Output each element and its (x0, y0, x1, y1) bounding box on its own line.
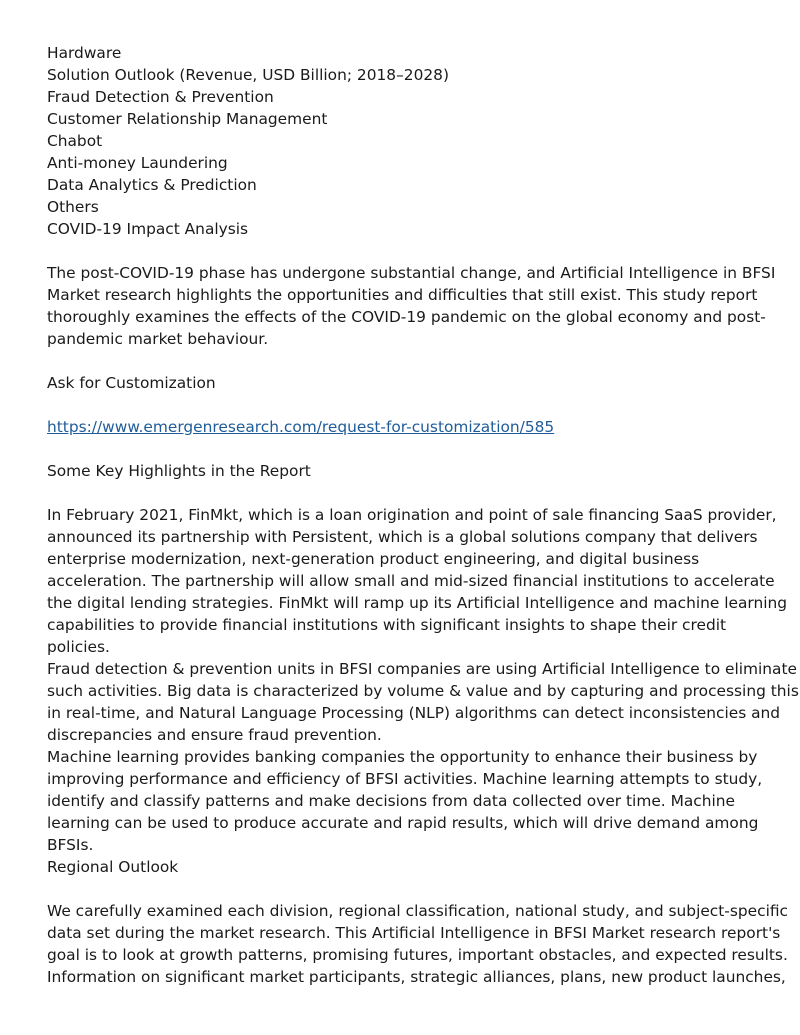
regional-heading: Regional Outlook (47, 858, 179, 876)
spacer (47, 240, 770, 262)
paragraph-line: discrepancies and ensure fraud prevention. (47, 726, 382, 744)
paragraph-line: enterprise modernization, next-generation product engineering, and digital business (47, 550, 700, 568)
paragraph-line: Market research highlights the opportunities and difficulties that still exist. This study report (47, 286, 758, 304)
paragraph-line: identify and classify patterns and make decisions from data collected over time. Machine (47, 792, 736, 810)
paragraph-line: Information on significant market participants, strategic alliances, plans, new product launches, (47, 968, 786, 986)
outline-item: Others (47, 198, 99, 216)
paragraph-line: Machine learning provides banking companies the opportunity to enhance their business by (47, 748, 758, 766)
paragraph-line: pandemic market behaviour. (47, 330, 269, 348)
outline-item: Solution Outlook (Revenue, USD Billion; 2018–2028) (47, 66, 449, 84)
paragraph-line: data set during the market research. This Artificial Intelligence in BFSI Market research report's (47, 924, 781, 942)
outline-item: Data Analytics & Prediction (47, 176, 257, 194)
paragraph-line: the digital lending strategies. FinMkt will ramp up its Artificial Intelligence and machine learning (47, 594, 788, 612)
paragraph-line: thoroughly examines the effects of the COVID-19 pandemic on the global economy and post- (47, 308, 766, 326)
paragraph-line: announced its partnership with Persistent, which is a global solutions company that delivers (47, 528, 758, 546)
highlight-machine-learning (47, 746, 770, 856)
customization-heading: Ask for Customization (47, 374, 216, 392)
paragraph-line: learning can be used to produce accurate and rapid results, which will drive demand among (47, 814, 759, 832)
highlight-fraud-detection (47, 658, 799, 746)
outline-item: Hardware (47, 44, 122, 62)
spacer (47, 394, 770, 416)
spacer (47, 482, 770, 504)
spacer (47, 350, 770, 372)
spacer (47, 438, 770, 460)
regional-paragraph (47, 900, 789, 988)
outline-list (47, 42, 770, 240)
outline-item: Chabot (47, 132, 103, 150)
paragraph-line: improving performance and efficiency of BFSI activities. Machine learning attempts to study, (47, 770, 763, 788)
outline-item: COVID-19 Impact Analysis (47, 220, 249, 238)
outline-item: Anti-money Laundering (47, 154, 228, 172)
spacer (47, 878, 770, 900)
paragraph-line: goal is to look at growth patterns, promising futures, important obstacles, and expected results. (47, 946, 788, 964)
paragraph-line: Fraud detection & prevention units in BFSI companies are using Artificial Intelligence to eliminate (47, 660, 797, 678)
paragraph-line: capabilities to provide financial institutions with significant insights to shape their credit (47, 616, 727, 634)
customization-link[interactable]: https://www.emergenresearch.com/request-for-customization/585 (47, 418, 555, 436)
highlight-finmkt (47, 504, 788, 658)
paragraph-line: acceleration. The partnership will allow small and mid-sized financial institutions to accelerate (47, 572, 775, 590)
outline-item: Fraud Detection & Prevention (47, 88, 274, 106)
paragraph-line: such activities. Big data is characterized by volume & value and by capturing and processing this (47, 682, 799, 700)
paragraph-line: BFSIs. (47, 836, 94, 854)
paragraph-line: in real-time, and Natural Language Processing (NLP) algorithms can detect inconsistencies and (47, 704, 781, 722)
outline-item: Customer Relationship Management (47, 110, 328, 128)
paragraph-line: We carefully examined each division, regional classification, national study, and subject-specific (47, 902, 789, 920)
paragraph-line: In February 2021, FinMkt, which is a loan origination and point of sale financing SaaS provider, (47, 506, 777, 524)
covid-paragraph (47, 262, 776, 350)
customization-link-row (47, 416, 770, 438)
highlights-heading: Some Key Highlights in the Report (47, 462, 311, 480)
paragraph-line: The post-COVID-19 phase has undergone substantial change, and Artificial Intelligence in BFSI (47, 264, 776, 282)
paragraph-line: policies. (47, 638, 110, 656)
